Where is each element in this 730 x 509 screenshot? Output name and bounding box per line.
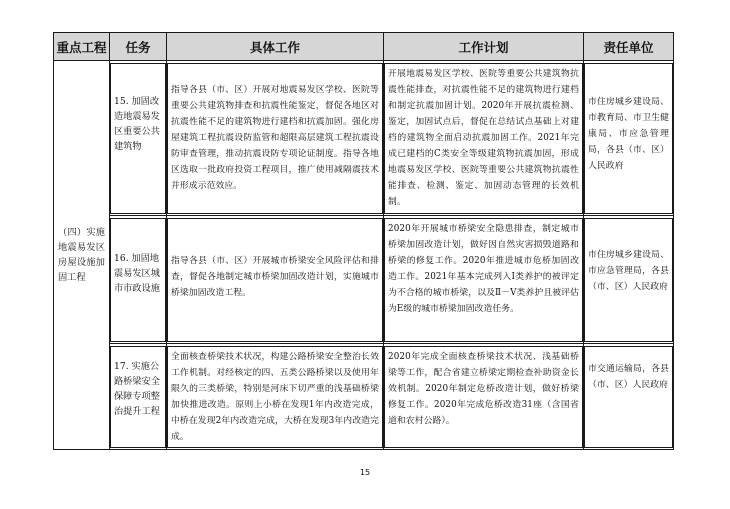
work-text: 指导各县（市、区）开展城市桥梁安全风险评估和排查，督促各地制定城市桥梁加固改造计划，实施城市桥梁加固改造工程。: [167, 218, 383, 342]
page-number: 15: [359, 468, 371, 477]
work-text: 全面核查桥梁技术状况，构建公路桥梁安全整治长效工作机制。对经核定的四、五类公路桥梁以及使用年限久的三类桥梁，特别是河床下切严重的浅基础桥梁加快推进改造。原则上小桥在发现1年内改造完成，中桥在发现2年内改造完成，大桥在发现3年内改造完成。: [167, 346, 383, 448]
task-cell: [110, 61, 167, 216]
task-cell: [110, 216, 167, 344]
work-cell: [167, 344, 384, 450]
work-plan-table: [53, 32, 674, 450]
table-row: [54, 344, 674, 450]
work-cell: [167, 61, 384, 216]
task-text: 16. 加固地震易发区城市市政设施: [110, 218, 166, 342]
unit-text: 市住房城乡建设局、市教育局、市卫生健康局、市应急管理局，各县（市、区）人民政府: [584, 63, 673, 214]
header-work-plan: 工作计划: [384, 33, 584, 61]
unit-text: 市交通运输局，各县（市、区）人民政府: [584, 346, 673, 448]
task-text: 15. 加固改造地震易发区重要公共建筑物: [110, 63, 166, 214]
table-row: [54, 216, 674, 344]
plan-cell: [384, 61, 584, 216]
task-text: 17. 实施公路桥梁安全保障专项整治提升工程: [110, 346, 166, 448]
header-specific-work: 具体工作: [167, 33, 384, 61]
plan-cell: [384, 216, 584, 344]
header-task: 任务: [110, 33, 167, 61]
header-key-project: 重点工程: [54, 33, 110, 61]
plan-text: 2020年完成全面核查桥梁技术状况、浅基础桥梁等工作，配合省建立桥梁定期检查补助资金长效机制。2020年制定危桥改造计划，做好桥梁修复工作。2020年完成危桥改造31座（含国省道和农村公路）。: [384, 346, 583, 448]
unit-cell: [584, 344, 674, 450]
work-cell: [167, 216, 384, 344]
plan-text: 开展地震易发区学校、医院等重要公共建筑物抗震性能排查，对抗震性能不足的建筑物进行建档和制定抗震加固计划。2020年开展抗震检测、鉴定，加固试点后，督促在总结试点基础上对建档的建筑物全面启动抗震加固工作。2021年完成已建档的C类安全等级建筑物抗震加固，形成地震易发区学校、医院等重要公共建筑物抗震性能排查、检测、鉴定、加固动态管理的长效机制。: [384, 63, 583, 214]
task-cell: [110, 344, 167, 450]
unit-cell: [584, 216, 674, 344]
work-text: 指导各县（市、区）开展对地震易发区学校、医院等重要公共建筑物排查和抗震性能鉴定，督促各地区对抗震性能不足的建筑物进行建档和抗震加固。强化房屋建筑工程抗震设防监管和超限高层建筑工程抗震设防审查管理，推动抗震设防专项论证制度。指导各地区选取一批政府投资工程项目，推广使用减隔震技术并形成示范效应。: [167, 63, 383, 214]
plan-text: 2020年开展城市桥梁安全隐患排查，制定城市桥梁加固改造计划，做好因自然灾害损毁道路和桥梁的修复工作。2020年推进城市危桥加固改造工作。2021年基本完成列入Ⅰ类养护的被评定为不合格的城市桥梁，以及Ⅱ－Ⅴ类养护且被评估为E级的城市桥梁加固改造任务。: [384, 218, 583, 342]
header-responsible-unit: 责任单位: [584, 33, 674, 61]
unit-text: 市住房城乡建设局、市应急管理局，各县（市、区）人民政府: [584, 218, 673, 342]
table-row: [54, 61, 674, 216]
project-cell: [54, 61, 110, 450]
project-name: （四）实施地震易发区房屋设施加固工程: [58, 227, 105, 283]
unit-cell: [584, 61, 674, 216]
table-header-row: [54, 33, 674, 61]
plan-cell: [384, 344, 584, 450]
